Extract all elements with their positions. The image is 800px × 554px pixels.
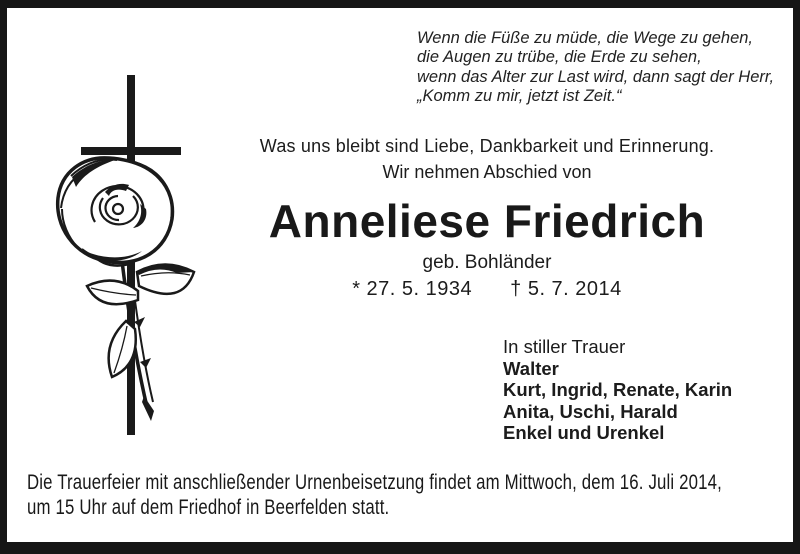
death-date: † 5. 7. 2014 (510, 278, 622, 300)
funeral-details (27, 470, 722, 520)
birth-date: * 27. 5. 1934 (352, 278, 473, 300)
funeral-line-2: um 15 Uhr auf dem Friedhof in Beerfelden statt. (27, 496, 390, 519)
poem-line: die Augen zu trübe, die Erde zu sehen, (417, 48, 702, 67)
intro-line-2: Wir nehmen Abschied von (382, 162, 592, 182)
maiden-name: geb. Bohländer (422, 252, 552, 273)
mourners-heading: In stiller Trauer (503, 336, 626, 357)
poem-line: „Komm zu mir, jetzt ist Zeit.“ (417, 86, 622, 105)
poem-line: wenn das Alter zur Last wird, dann sagt der Herr, (417, 67, 775, 86)
funeral-line-1: Die Trauerfeier mit anschließender Urnenbeisetzung findet am Mittwoch, dem 16. Juli 2014, (27, 471, 722, 494)
deceased-name: Anneliese Friedrich (268, 195, 706, 247)
intro-line-1: Was uns bleibt sind Liebe, Dankbarkeit und Erinnerung. (259, 136, 715, 156)
rose-icon (58, 158, 194, 421)
poem (417, 29, 774, 106)
life-dates (200, 278, 774, 301)
announcement-block (200, 136, 774, 301)
poem-line: Wenn die Füße zu müde, die Wege zu gehen, (417, 29, 754, 47)
mourner-name: Anita, Uschi, Harald (503, 400, 678, 422)
mourners-list (503, 336, 732, 444)
mourner-name: Walter (503, 357, 559, 379)
mourner-name: Kurt, Ingrid, Renate, Karin (503, 379, 733, 400)
mourner-name: Enkel und Urenkel (503, 422, 665, 443)
